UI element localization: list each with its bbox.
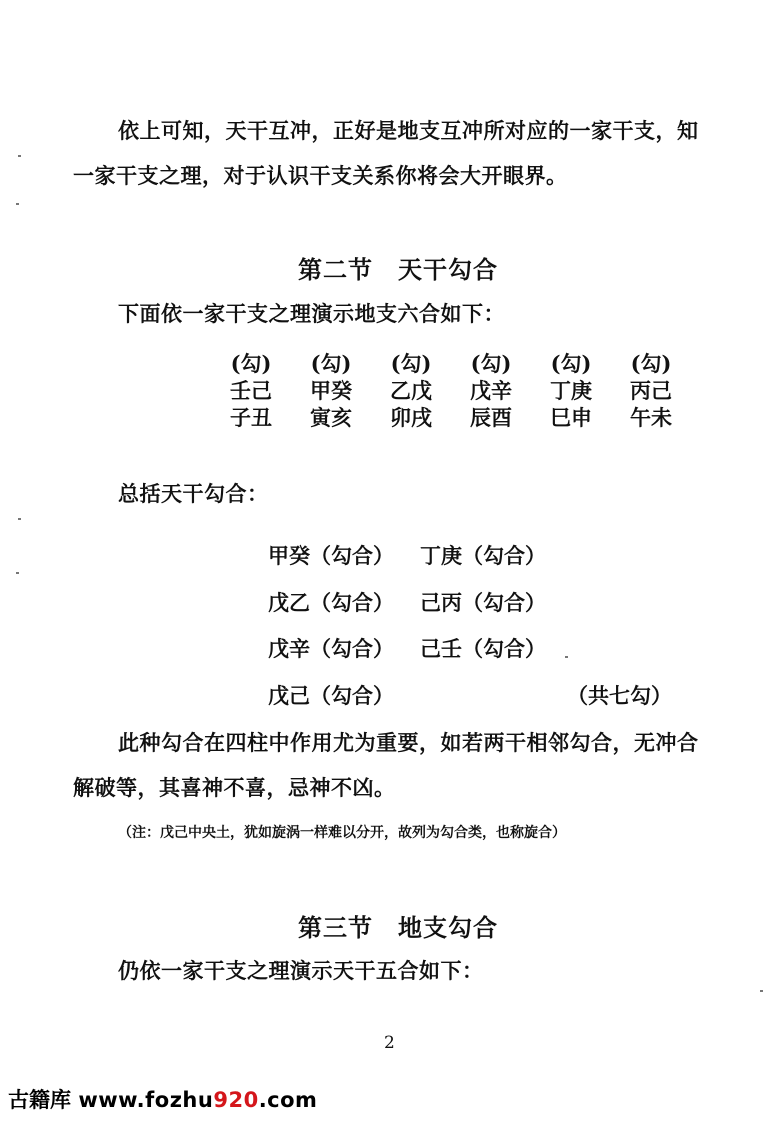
pair-wu-yi: 戊乙（勾合）: [268, 590, 394, 615]
grid-branches: 卯戌: [390, 405, 432, 430]
section-3-title: 第三节 地支勾合: [298, 913, 498, 942]
grid-tag: (勾): [630, 351, 672, 376]
grid-stems: 壬己: [230, 378, 272, 403]
paragraph-1-line-1: 依上可知，天干互冲，正好是地支互冲所对应的一家干支，知: [118, 118, 699, 143]
paragraph-2-line-2: 解破等，其喜神不喜，忌神不凶。: [73, 775, 396, 800]
pair-ding-geng: 丁庚（勾合）: [420, 543, 546, 568]
grid-stems: 丁庚: [550, 378, 592, 403]
section-2-title: 第二节 天干勾合: [298, 255, 498, 284]
total-count: （共七勾）: [567, 683, 672, 708]
watermark-url: [78, 1088, 317, 1112]
scan-speck: [16, 203, 19, 205]
watermark: [8, 1084, 317, 1114]
grid-tag: (勾): [230, 351, 272, 376]
grid-column: [376, 350, 446, 431]
watermark-url-number: 920: [213, 1088, 259, 1112]
footnote: （注：戊己中央土，犹如旋涡一样难以分开，故列为勾合类，也称旋合）: [118, 825, 566, 841]
pair-wu-xin: 戊辛（勾合）: [268, 636, 394, 661]
scan-speck: [16, 572, 19, 574]
grid-branches: 巳申: [550, 405, 592, 430]
scan-speck: [18, 155, 21, 157]
grid-tag: (勾): [390, 351, 432, 376]
pair-ji-ren: 己壬（勾合）: [420, 636, 546, 661]
scan-speck: [565, 656, 568, 658]
paragraph-1-line-2: 一家干支之理，对于认识干支关系你将会大开眼界。: [73, 163, 568, 188]
paragraph-2-line-1: 此种勾合在四柱中作用尤为重要，如若两干相邻勾合，无冲合: [118, 730, 699, 755]
grid-column: [536, 350, 606, 431]
watermark-url-prefix: www.fozhu: [78, 1088, 214, 1112]
pair-ji-bing: 己丙（勾合）: [420, 590, 546, 615]
pair-jia-gui: 甲癸（勾合）: [268, 543, 394, 568]
page-number: 2: [384, 1033, 395, 1053]
grid-column: [296, 350, 366, 431]
grid-tag: (勾): [310, 351, 352, 376]
grid-stems: 丙己: [630, 378, 672, 403]
watermark-site-name: 古籍库: [8, 1088, 71, 1112]
grid-stems: 戊辛: [470, 378, 512, 403]
grid-tag: (勾): [550, 351, 592, 376]
pair-wu-ji: 戊己（勾合）: [268, 683, 394, 708]
grid-branches: 寅亥: [310, 405, 352, 430]
grid-column: [616, 350, 686, 431]
grid-branches: 午未: [630, 405, 672, 430]
grid-branches: 子丑: [230, 405, 272, 430]
scan-speck: [18, 518, 21, 520]
summary-label: 总括天干勾合：: [118, 481, 269, 506]
grid-column: [456, 350, 526, 431]
grid-stems: 乙戊: [390, 378, 432, 403]
grid-column: [216, 350, 286, 431]
grid-stems: 甲癸: [310, 378, 352, 403]
grid-tag: (勾): [470, 351, 512, 376]
scan-speck: [760, 990, 763, 992]
grid-branches: 辰酉: [470, 405, 512, 430]
watermark-url-suffix: .com: [258, 1088, 318, 1112]
section-2-intro: 下面依一家干支之理演示地支六合如下：: [118, 301, 505, 326]
section-3-intro: 仍依一家干支之理演示天干五合如下：: [118, 958, 484, 983]
